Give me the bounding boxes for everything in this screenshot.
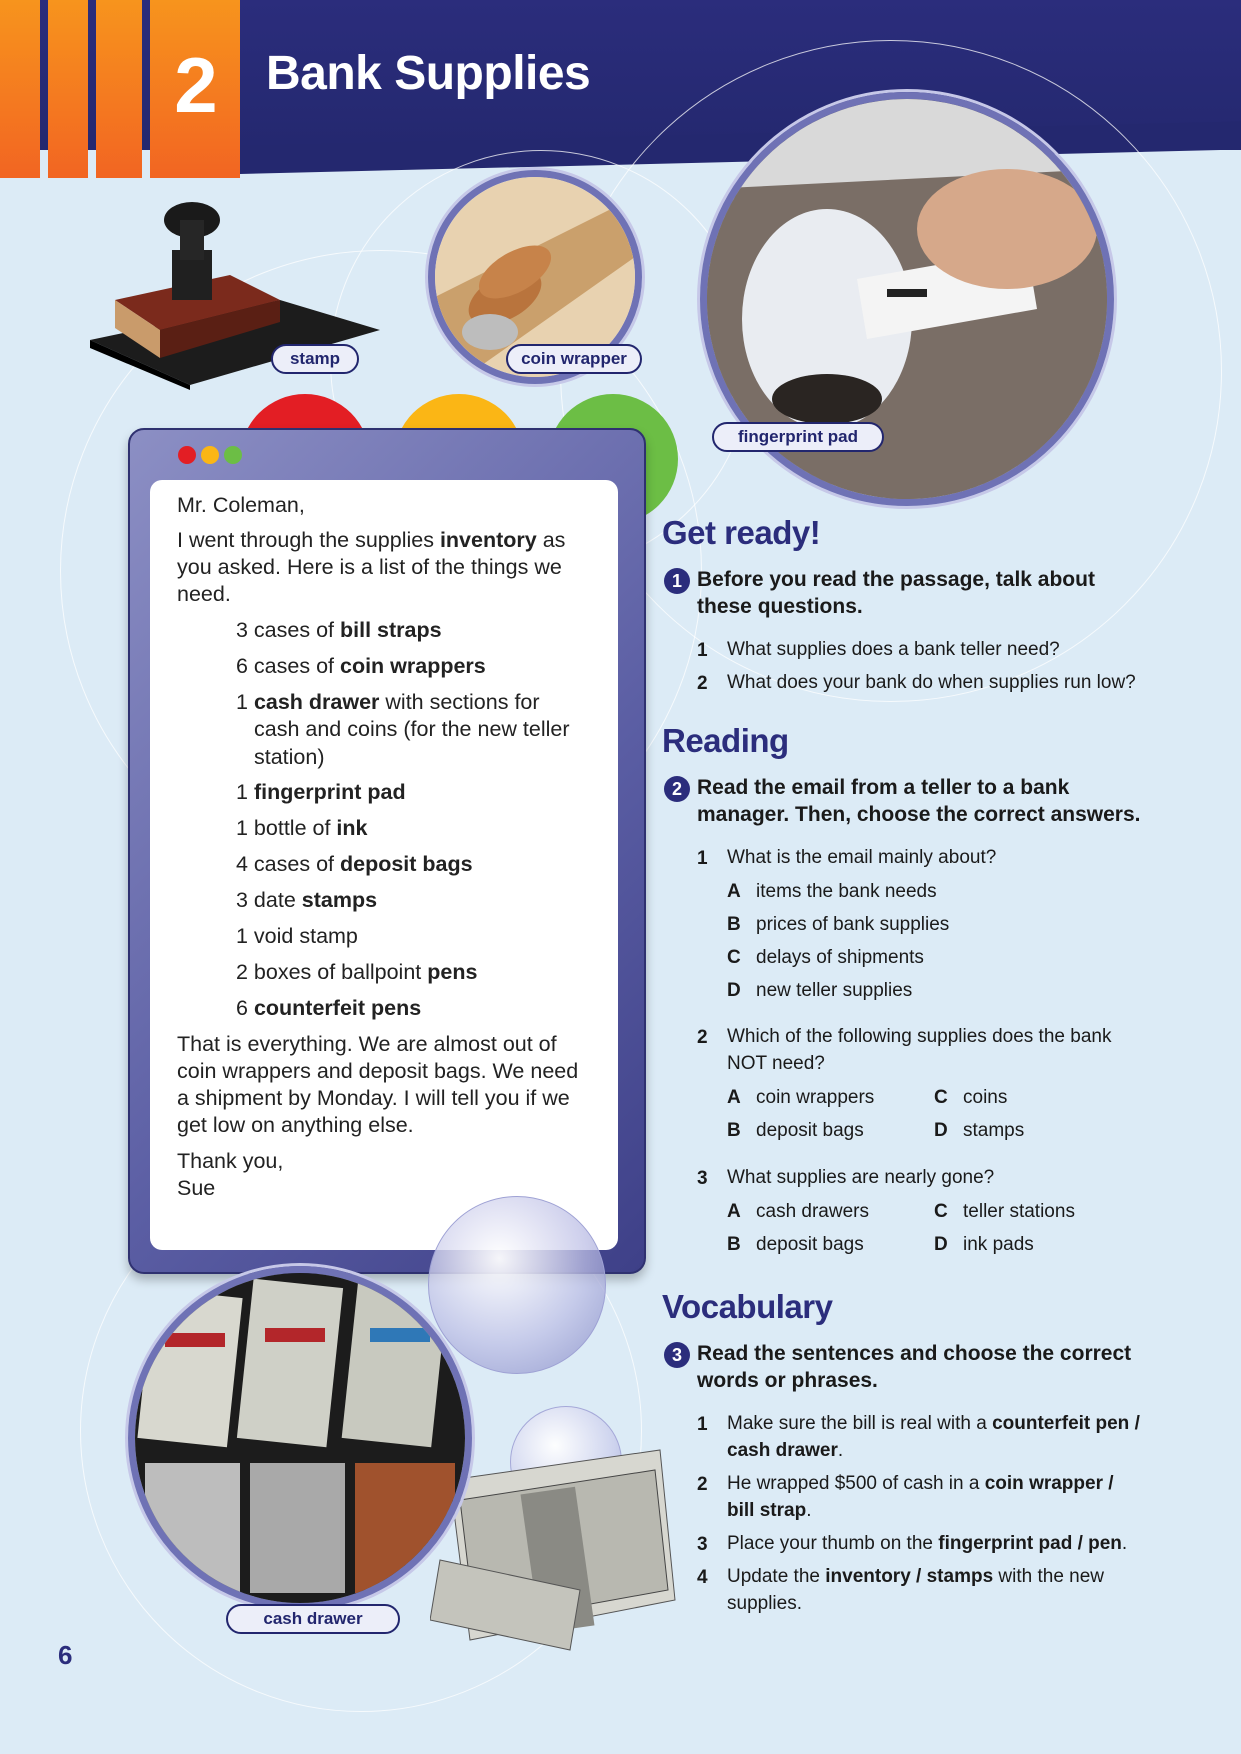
- option-letter[interactable]: B: [727, 1234, 741, 1255]
- sentence-text: Make sure the bill is real with a counterfeit pen /: [727, 1413, 1140, 1434]
- option-text[interactable]: cash drawers: [756, 1201, 869, 1222]
- option-letter[interactable]: C: [934, 1201, 948, 1222]
- email-intro: I went through the supplies inventory as you asked. Here is a list of the things we need.: [177, 528, 566, 606]
- email-closing: coin wrappers and deposit bags. We need: [177, 1059, 579, 1083]
- stamp-label: stamp: [271, 344, 359, 374]
- email-signature: Sue: [177, 1176, 216, 1200]
- option-text[interactable]: deposit bags: [756, 1120, 864, 1141]
- sentence-text: cash drawer.: [727, 1440, 844, 1461]
- option-text[interactable]: teller stations: [963, 1201, 1075, 1222]
- option-letter[interactable]: C: [934, 1087, 948, 1108]
- header-stripe: [0, 0, 40, 178]
- option-text[interactable]: ink pads: [963, 1234, 1034, 1255]
- option-text[interactable]: prices of bank supplies: [756, 914, 950, 935]
- window-dot-red: [178, 446, 196, 464]
- cash-drawer-label: cash drawer: [226, 1604, 400, 1634]
- task-instruction: manager. Then, choose the correct answers.: [697, 803, 1141, 826]
- question-number: 2: [697, 1027, 708, 1048]
- option-letter[interactable]: A: [727, 1201, 741, 1222]
- sentence-number: 2: [697, 1474, 708, 1495]
- task-instruction: words or phrases.: [697, 1369, 878, 1392]
- cash-drawer-photo: [128, 1266, 472, 1610]
- unit-number: 2: [174, 41, 218, 129]
- email-greeting: Mr. Coleman,: [177, 493, 305, 517]
- vocabulary-heading: Vocabulary: [662, 1288, 833, 1325]
- get-ready-heading: Get ready!: [662, 514, 821, 551]
- header-stripe: [96, 0, 142, 178]
- email-list-item: 6 counterfeit pens: [236, 996, 422, 1020]
- email-list-item: 3 cases of bill straps: [236, 618, 442, 642]
- question-text: What supplies does a bank teller need?: [727, 639, 1060, 660]
- option-letter[interactable]: A: [727, 881, 741, 902]
- task-instruction: these questions.: [697, 595, 863, 618]
- email-closing: a shipment by Monday. I will tell you if we: [177, 1086, 570, 1110]
- email-list-item-cont: station): [254, 745, 325, 769]
- option-letter[interactable]: D: [727, 980, 741, 1001]
- sentence-text: Update the inventory / stamps with the new: [727, 1566, 1105, 1587]
- question-text: What does your bank do when supplies run low?: [727, 672, 1136, 693]
- task-instruction: Before you read the passage, talk about: [697, 568, 1095, 591]
- page-number: 6: [58, 1640, 73, 1670]
- option-letter[interactable]: D: [934, 1234, 948, 1255]
- email-list-item: 2 boxes of ballpoint pens: [236, 960, 478, 984]
- sentence-number: 1: [697, 1414, 708, 1435]
- question-number: 1: [697, 640, 708, 661]
- task-number-badge: 1: [664, 568, 690, 594]
- email-closing: get low on anything else.: [177, 1113, 414, 1137]
- coin-wrapper-label: coin wrapper: [506, 344, 642, 374]
- task-instruction: Read the email from a teller to a bank: [697, 776, 1070, 799]
- question-text: NOT need?: [727, 1053, 825, 1074]
- email-closing: That is everything. We are almost out of: [177, 1032, 557, 1056]
- question-text: Which of the following supplies does the bank: [727, 1026, 1112, 1047]
- email-list-item: 1 cash drawer with sections for: [236, 690, 540, 714]
- sentence-number: 4: [697, 1567, 708, 1588]
- email-list-item-cont: cash and coins (for the new teller: [254, 717, 570, 741]
- email-signoff: Thank you,: [177, 1149, 284, 1173]
- window-dot-yellow: [201, 446, 219, 464]
- sentence-text: supplies.: [727, 1593, 802, 1614]
- email-list-item: 1 void stamp: [236, 924, 358, 948]
- email-list-item: 6 cases of coin wrappers: [236, 654, 486, 678]
- task-instruction: Read the sentences and choose the correct: [697, 1342, 1132, 1365]
- option-text[interactable]: delays of shipments: [756, 947, 924, 968]
- sentence-number: 3: [697, 1534, 708, 1555]
- option-letter[interactable]: B: [727, 914, 741, 935]
- email-list-item: 4 cases of deposit bags: [236, 852, 473, 876]
- question-number: 1: [697, 848, 708, 869]
- option-text[interactable]: coins: [963, 1087, 1008, 1108]
- unit-title: Bank Supplies: [266, 47, 591, 100]
- email-list-item: 1 fingerprint pad: [236, 780, 406, 804]
- question-text: What is the email mainly about?: [727, 847, 997, 868]
- option-text[interactable]: new teller supplies: [756, 980, 913, 1001]
- header-stripe: [48, 0, 88, 178]
- sentence-text: Place your thumb on the fingerprint pad / pen.: [727, 1533, 1128, 1554]
- email-list-item: 1 bottle of ink: [236, 816, 368, 840]
- window-dot-green: [224, 446, 242, 464]
- fingerprint-pad-label: fingerprint pad: [712, 422, 884, 452]
- question-number: 2: [697, 673, 708, 694]
- option-text[interactable]: items the bank needs: [756, 881, 937, 902]
- option-letter[interactable]: A: [727, 1087, 741, 1108]
- question-text: What supplies are nearly gone?: [727, 1167, 995, 1188]
- sentence-text: bill strap.: [727, 1500, 812, 1521]
- task-number-badge: 3: [664, 1342, 690, 1368]
- email-list-item: 3 date stamps: [236, 888, 378, 912]
- reading-heading: Reading: [662, 722, 789, 759]
- option-letter[interactable]: B: [727, 1120, 741, 1141]
- task-number-badge: 2: [664, 776, 690, 802]
- glass-bubble: [428, 1196, 606, 1374]
- option-text[interactable]: coin wrappers: [756, 1087, 875, 1108]
- option-text[interactable]: deposit bags: [756, 1234, 864, 1255]
- option-letter[interactable]: D: [934, 1120, 948, 1141]
- option-text[interactable]: stamps: [963, 1120, 1025, 1141]
- sentence-text: He wrapped $500 of cash in a coin wrapper /: [727, 1473, 1114, 1494]
- question-number: 3: [697, 1168, 708, 1189]
- option-letter[interactable]: C: [727, 947, 741, 968]
